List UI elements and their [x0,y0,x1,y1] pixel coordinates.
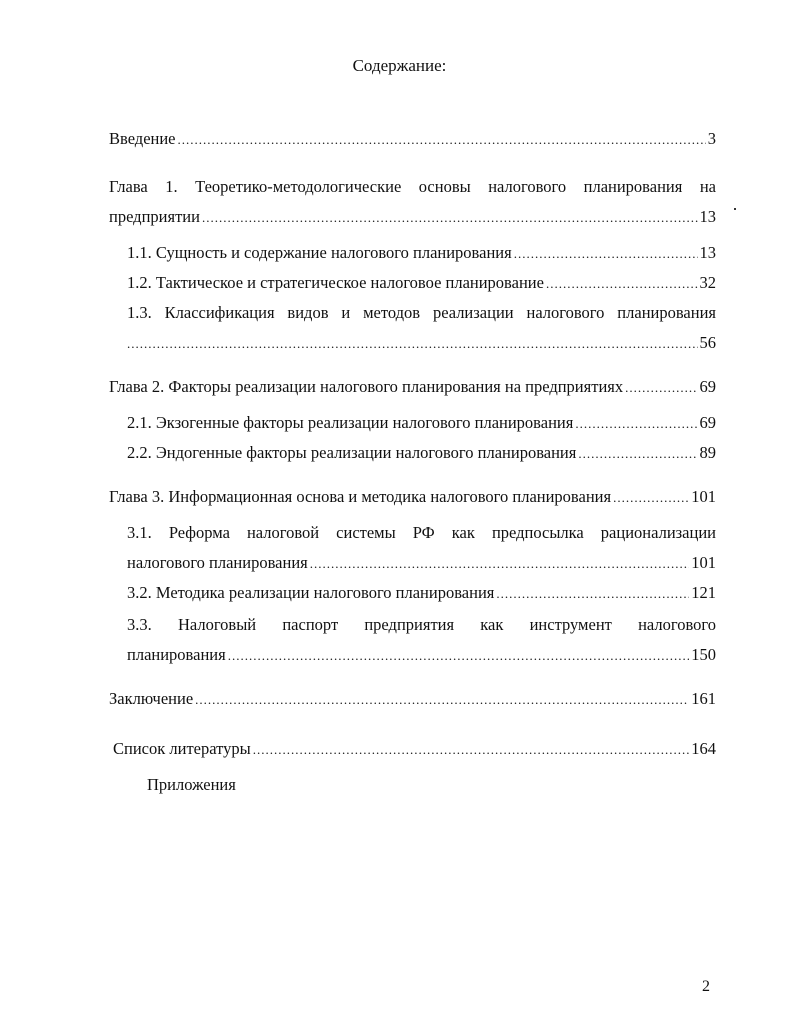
toc-page-number: 121 [691,583,716,602]
toc-page-number: 13 [699,207,716,226]
toc-entry-ch1-line1[interactable]: Глава 1. Теоретико-методологические основы налогового планирования на [109,177,716,196]
toc-page-number: 32 [699,273,716,292]
toc-entry-s22[interactable] [127,442,716,465]
toc-entry-s13-line1[interactable]: 1.3. Классификация видов и методов реализации налогового планирования [127,303,716,322]
dot-leader [625,377,697,399]
toc-page-number: 101 [691,487,716,506]
toc-page-number: 69 [699,377,716,396]
toc-entry-s33-line1[interactable]: 3.3. Налоговый паспорт предприятия как инструмент налогового [127,615,716,634]
page-number: 2 [702,978,710,995]
toc-entry-ch1[interactable] [109,206,716,229]
toc-page-number: 89 [699,443,716,462]
toc-entry-text: 2.1. Экзогенные факторы реализации налогового планирования [127,413,574,432]
toc-entry-text: планирования [127,645,226,664]
dot-leader [546,273,698,295]
toc-entry-text: Список литературы [113,739,251,758]
dot-leader [253,739,690,761]
toc-page-number: 150 [691,645,716,664]
toc-page-number: 164 [691,739,716,758]
toc-entry-ch3[interactable] [109,486,716,509]
toc-entry-conclusion[interactable] [109,688,716,711]
toc-entry-s33[interactable] [127,644,716,667]
toc-page-number: 161 [691,689,716,708]
toc-page-number: 13 [699,243,716,262]
toc-page-number: 69 [699,413,716,432]
dot-leader [202,207,698,229]
toc-entry-text: Глава 3. Информационная основа и методика налогового планирования [109,487,612,506]
toc-entry-text: налогового планирования [127,553,308,572]
dot-leader [228,645,690,667]
toc-entry-text: 1.1. Сущность и содержание налогового планирования [127,243,512,262]
dot-leader [178,129,706,151]
toc-entry-text: 2.2. Эндогенные факторы реализации налогового планирования [127,443,577,462]
toc-entry-text: Введение [109,129,176,148]
toc-entry-s12[interactable] [127,272,716,295]
toc-page-number: 101 [691,553,716,572]
toc-entry-references[interactable] [113,738,716,761]
toc-entry-s31-line1[interactable]: 3.1. Реформа налоговой системы РФ как предпосылка рационализации [127,523,716,542]
dot-leader [496,583,689,605]
toc-page-number: 3 [707,129,716,148]
toc-entry-s31[interactable] [127,552,716,575]
toc-entry-s32[interactable] [127,582,716,605]
scan-speck [734,208,736,210]
dot-leader [578,443,697,465]
toc-entry-appendix[interactable]: Приложения [147,775,236,794]
dot-leader [514,243,698,265]
dot-leader [195,689,689,711]
toc-entry-text: 3.2. Методика реализации налогового планирования [127,583,495,602]
toc-entry-text: 1.2. Тактическое и стратегическое налоговое планирование [127,273,544,292]
toc-entry-s11[interactable] [127,242,716,265]
toc-entry-ch2[interactable] [109,376,716,399]
toc-entry-text: предприятии [109,207,200,226]
toc-entry-text: Глава 2. Факторы реализации налогового планирования на предприятиях [109,377,624,396]
page-title: Содержание: [352,56,447,75]
toc-entry-s13[interactable] [127,332,716,355]
dot-leader [613,487,689,509]
dot-leader [127,333,698,355]
dot-leader [575,413,697,435]
toc-entry-intro[interactable] [109,128,716,151]
dot-leader [310,553,690,575]
toc-entry-text: Заключение [109,689,194,708]
toc-page-number: 56 [699,333,716,352]
toc-entry-s21[interactable] [127,412,716,435]
